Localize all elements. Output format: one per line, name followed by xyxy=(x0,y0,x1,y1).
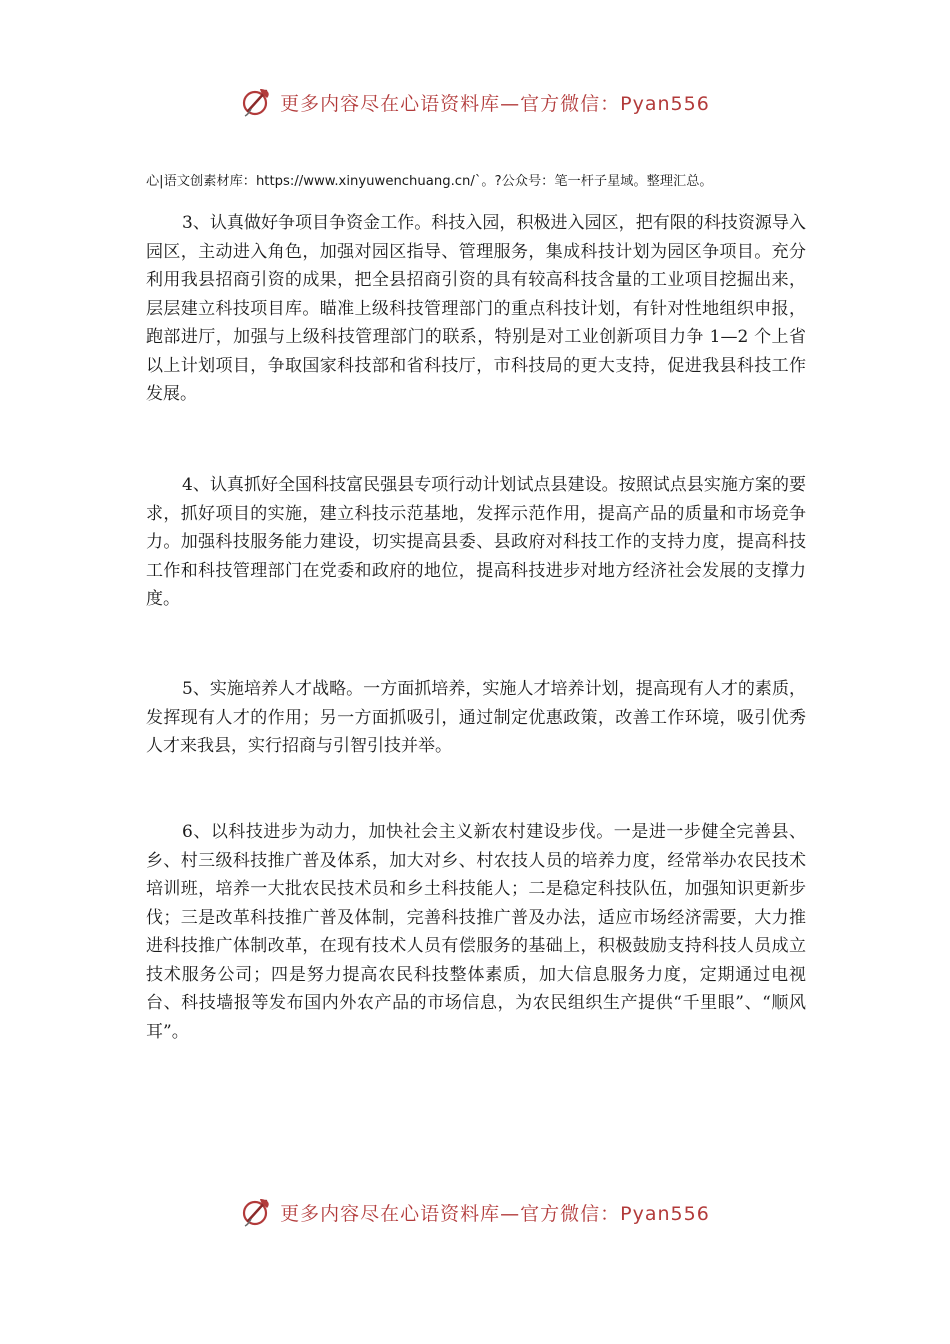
banner-text: 更多内容尽在心语资料库—官方微信：Pyan556 xyxy=(280,92,710,115)
quill-circle-logo-icon xyxy=(240,1195,274,1229)
source-line: 心|语文创素材库：https://www.xinyuwenchuang.cn/`。?公众号：笔一杆子星域。整理汇总。 xyxy=(146,174,713,189)
footer-banner xyxy=(0,1190,950,1234)
header-banner xyxy=(0,80,950,124)
paragraph-6: 6、以科技进步为动力，加快社会主义新农村建设步伐。一是进一步健全完善县、乡、村三级科技推广普及体系，加大对乡、村农技人员的培养力度，经常举办农民技术培训班，培养一大批农民技术员和乡土科技能人；二是稳定科技队伍，加强知识更新步伐；三是改革科技推广普及体制，完善科技推广普及办法，适应市场经济需要，大力推进科技推广体制改革，在现有技术人员有偿服务的基础上，积极鼓励支持科技人员成立技术服务公司；四是努力提高农民科技整体素质，加大信息服务力度，定期通过电视台、科技墙报等发布国内外农产品的市场信息，为农民组织生产提供“千里眼”、“顺风耳”。 xyxy=(146,822,806,1042)
footer-banner-content xyxy=(240,1195,710,1229)
paragraph-5: 5、实施培养人才战略。一方面抓培养，实施人才培养计划，提高现有人才的素质，发挥现有人才的作用；另一方面抓吸引，通过制定优惠政策，改善工作环境，吸引优秀人才来我县，实行招商与引智引技并举。 xyxy=(146,679,806,756)
quill-circle-logo-icon xyxy=(240,85,274,119)
header-banner-content xyxy=(240,85,710,119)
paragraph-3: 3、认真做好争项目争资金工作。科技入园，积极进入园区，把有限的科技资源导入园区，主动进入角色，加强对园区指导、管理服务，集成科技计划为园区争项目。充分利用我县招商引资的成果，把全县招商引资的具有较高科技含量的工业项目挖掘出来，层层建立科技项目库。瞄准上级科技管理部门的重点科技计划，有针对性地组织申报，跑部进厅，加强与上级科技管理部门的联系，特别是对工业创新项目力争 1—2 个上省以上计划项目，争取国家科技部和省科技厅，市科技局的更大支持，促进我县科技工作发展。 xyxy=(146,213,806,404)
paragraph-4: 4、认真抓好全国科技富民强县专项行动计划试点县建设。按照试点县实施方案的要求，抓好项目的实施，建立科技示范基地，发挥示范作用，提高产品的质量和市场竞争力。加强科技服务能力建设，切实提高县委、县政府对科技工作的支持力度，提高科技工作和科技管理部门在党委和政府的地位，提高科技进步对地方经济社会发展的支撑力度。 xyxy=(146,475,806,609)
banner-text: 更多内容尽在心语资料库—官方微信：Pyan556 xyxy=(280,1202,710,1225)
